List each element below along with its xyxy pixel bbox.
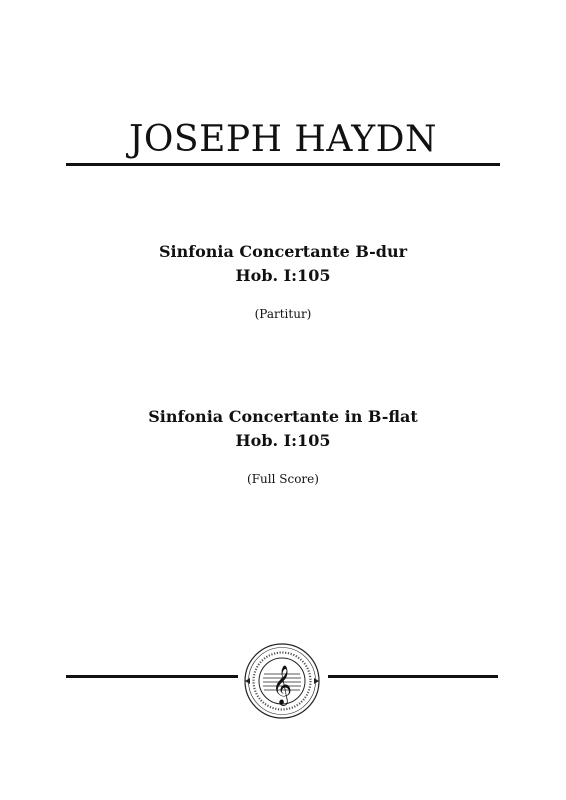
composer-name: JOSEPH HAYDN [128, 119, 437, 160]
german-edition-type: (Partitur) [254, 307, 312, 321]
footer-rule-left [66, 675, 238, 678]
footer-rule-right [328, 675, 498, 678]
english-catalog-number: Hob. I:105 [235, 431, 331, 450]
treble-clef-seal-icon [242, 641, 322, 721]
german-catalog-number: Hob. I:105 [235, 266, 331, 285]
svg-text:𝄞: 𝄞 [271, 665, 293, 705]
german-work-title: Sinfonia Concertante B-dur [158, 242, 408, 261]
title-underline [66, 163, 500, 166]
english-work-title: Sinfonia Concertante in B-flat [148, 407, 418, 426]
english-title-block [0, 405, 566, 487]
german-title-block [0, 240, 566, 322]
english-edition-type: (Full Score) [247, 472, 319, 486]
